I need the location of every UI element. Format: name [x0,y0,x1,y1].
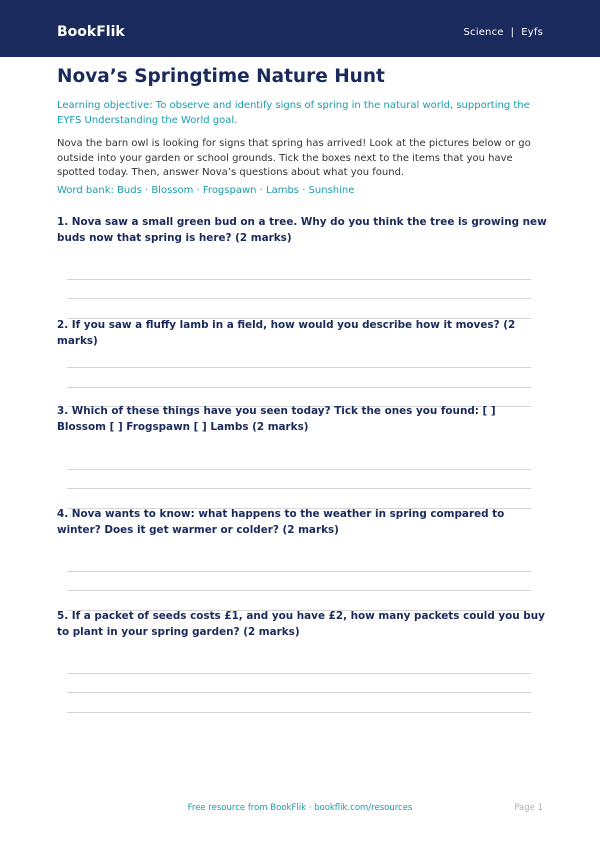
question-3: 3. Which of these things have you seen today? Tick the ones you found: [ ] Blossom [ ] Frogspawn [ ] Lambs (2 marks) [57,405,496,433]
intro-paragraph: Nova the barn owl is looking for signs that spring has arrived! Look at the pictures below or go outside into your garden or school grounds. Tick the boxes next to the items that you have spotted today. Then, answer Nova’s questions about what you found. [57,138,531,178]
answer-line[interactable] [67,469,531,470]
breadcrumb [463,26,543,40]
answer-line[interactable] [67,298,531,299]
brand-logo[interactable]: BookFlik [57,24,125,40]
question-1: 1. Nova saw a small green bud on a tree. Why do you think the tree is growing new buds now that spring is here? (2 marks) [57,216,547,244]
answer-line[interactable] [67,673,531,674]
breadcrumb-subject[interactable]: Science [463,27,504,38]
footer-resource-link[interactable]: Free resource from BookFlik · bookflik.com/resources [187,803,413,813]
answer-line[interactable] [67,387,531,388]
question-4: 4. Nova wants to know: what happens to the weather in spring compared to winter? Does it get warmer or colder? (2 marks) [57,508,505,536]
answer-line[interactable] [67,692,531,693]
answer-line[interactable] [67,712,531,713]
header-bar [0,0,600,57]
worksheet-title: Nova’s Springtime Nature Hunt [57,66,385,87]
page-number: Page 1 [514,803,543,813]
answer-line[interactable] [67,590,531,591]
answer-line[interactable] [67,488,531,489]
question-5: 5. If a packet of seeds costs £1, and you have £2, how many packets could you buy to plant in your spring garden? (2 marks) [57,610,545,638]
answer-line[interactable] [67,279,531,280]
answer-line[interactable] [67,571,531,572]
breadcrumb-level[interactable]: Eyfs [521,27,543,38]
answer-line[interactable] [67,367,531,368]
breadcrumb-separator: | [510,27,515,38]
word-bank: Word bank: Buds · Blossom · Frogspawn · Lambs · Sunshine [57,185,355,196]
question-2: 2. If you saw a fluffy lamb in a field, how would you describe how it moves? (2 marks) [57,319,516,347]
learning-objective: Learning objective: To observe and identify signs of spring in the natural world, supporting the EYFS Understanding the World goal. [57,100,530,126]
